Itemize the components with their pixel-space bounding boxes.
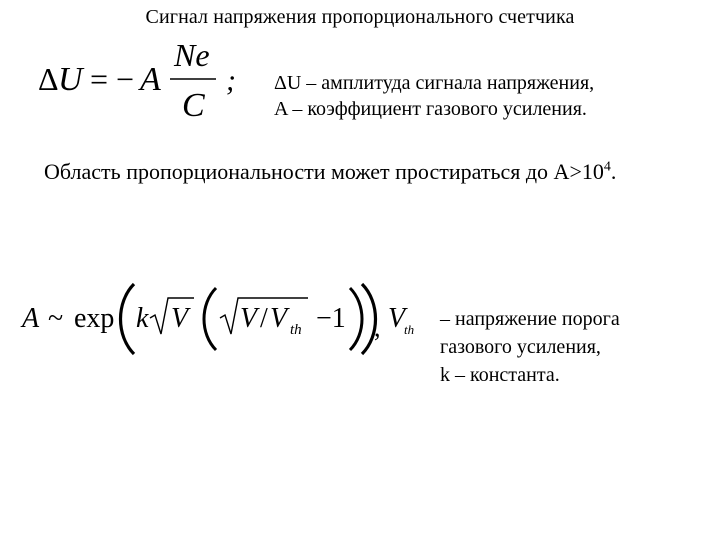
formula2-slash: /	[260, 303, 268, 334]
formula2-v2: V	[240, 303, 258, 334]
a-definition: A – коэффициент газового усиления.	[274, 98, 587, 120]
formula2-description	[440, 305, 620, 389]
formula1-description	[274, 70, 594, 122]
formula2-comma: ,	[374, 313, 381, 342]
delta-u-formula	[36, 34, 256, 126]
formula2-vth-symbol: V	[388, 303, 406, 334]
formula2-th-subscript: th	[290, 322, 302, 338]
range-text-end: .	[610, 159, 617, 184]
formula2-exp: exp	[74, 303, 115, 334]
formula2-inner-left-paren	[204, 288, 216, 350]
formula2-a: A	[22, 303, 40, 334]
formula1-semicolon: ;	[226, 64, 236, 97]
formula2-minus-one: −1	[316, 303, 346, 334]
delta-u-definition: ΔU – амплитуда сигнала напряжения,	[274, 72, 595, 94]
formula1-equals-minus: = −	[90, 61, 135, 97]
formula1-numerator: Ne	[174, 37, 210, 73]
formula2-inner-right-paren	[350, 288, 362, 350]
formula2-k: k	[136, 303, 149, 334]
slide-title: Сигнал напряжения пропорционального счетчика	[145, 6, 575, 28]
proportionality-range-text	[44, 159, 616, 185]
formula2-tilde: ~	[48, 303, 64, 334]
formula1-u: U	[58, 61, 83, 98]
formula2-vth: V	[270, 303, 288, 334]
formula2-v1: V	[171, 303, 189, 334]
formula2-outer-left-paren	[121, 284, 135, 354]
formula1-a: A	[140, 61, 161, 98]
formula2-vth-symbol-subscript: th	[404, 322, 415, 337]
range-exponent: 4	[603, 159, 611, 175]
gas-gain-formula	[16, 270, 416, 360]
formula1-denominator: C	[182, 87, 205, 124]
k-definition: k – константа.	[440, 364, 560, 386]
vth-definition: – напряжение порога	[440, 308, 620, 330]
formula1-delta: Δ	[38, 61, 59, 97]
vth-definition-continued: газового усиления,	[440, 336, 601, 358]
range-text-main: Область пропорциональности может простираться до A>10	[44, 159, 604, 184]
